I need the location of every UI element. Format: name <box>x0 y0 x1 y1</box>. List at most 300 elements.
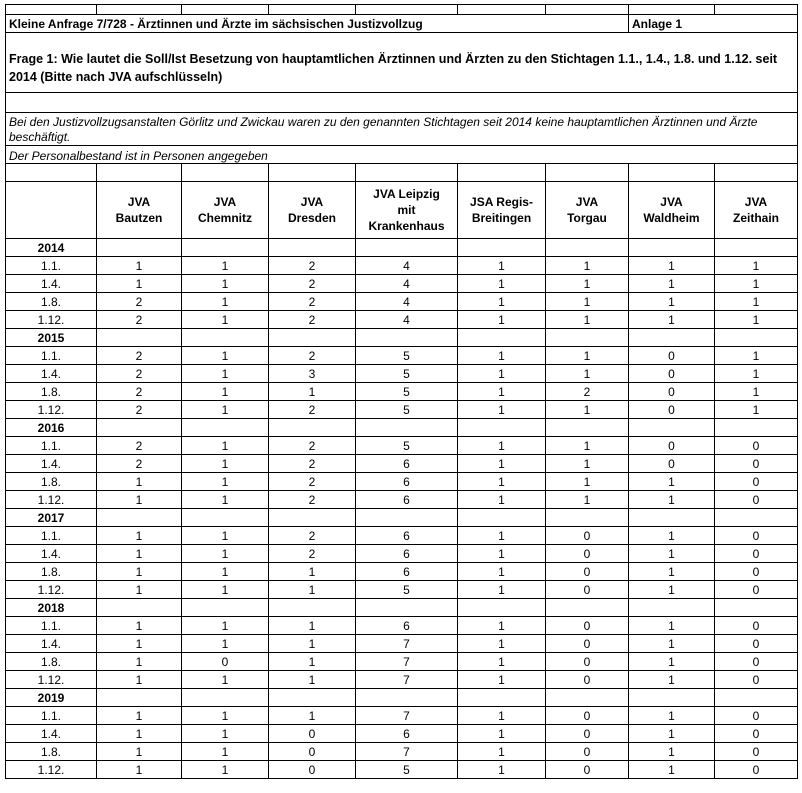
value-cell: 1 <box>715 257 798 275</box>
table-row <box>6 761 798 779</box>
date-cell: 1.8. <box>6 383 97 401</box>
value-cell: 1 <box>715 293 798 311</box>
value-cell: 1 <box>269 383 356 401</box>
note-unit: Der Personalbestand ist in Personen angegeben <box>6 146 798 164</box>
value-cell: 1 <box>715 347 798 365</box>
column-header <box>629 182 715 239</box>
empty-cell <box>182 329 269 347</box>
value-cell: 1 <box>546 401 629 419</box>
empty-cell <box>182 599 269 617</box>
value-cell: 2 <box>97 401 182 419</box>
date-cell: 1.12. <box>6 581 97 599</box>
date-cell: 1.4. <box>6 365 97 383</box>
empty-cell <box>182 419 269 437</box>
empty-cell <box>458 599 546 617</box>
value-cell: 1 <box>97 671 182 689</box>
value-cell: 2 <box>269 347 356 365</box>
value-cell: 1 <box>546 311 629 329</box>
value-cell: 1 <box>97 581 182 599</box>
column-header-line: Waldheim <box>643 211 700 225</box>
value-cell: 1 <box>629 257 715 275</box>
date-cell: 1.4. <box>6 275 97 293</box>
value-cell: 1 <box>97 473 182 491</box>
empty-cell <box>356 599 458 617</box>
date-cell: 1.12. <box>6 491 97 509</box>
value-cell: 1 <box>182 473 269 491</box>
value-cell: 1 <box>546 491 629 509</box>
empty-cell <box>182 239 269 257</box>
value-cell: 2 <box>269 293 356 311</box>
value-cell: 1 <box>97 653 182 671</box>
value-cell: 1 <box>629 563 715 581</box>
year-row <box>6 239 798 257</box>
empty-cell <box>629 239 715 257</box>
year-row <box>6 419 798 437</box>
empty-cell <box>546 239 629 257</box>
empty-cell <box>97 329 182 347</box>
value-cell: 1 <box>182 671 269 689</box>
value-cell: 1 <box>97 275 182 293</box>
question-row <box>6 33 798 93</box>
date-cell: 1.8. <box>6 653 97 671</box>
value-cell: 1 <box>458 365 546 383</box>
value-cell: 1 <box>715 383 798 401</box>
empty-cell <box>97 419 182 437</box>
column-header-line: JVA Leipzig <box>373 187 440 201</box>
column-header-line: JVA <box>213 195 237 209</box>
date-cell: 1.1. <box>6 437 97 455</box>
empty-cell <box>458 329 546 347</box>
value-cell: 2 <box>269 473 356 491</box>
value-cell: 1 <box>546 365 629 383</box>
value-cell: 1 <box>182 365 269 383</box>
value-cell: 5 <box>356 581 458 599</box>
column-header-line: JVA <box>744 195 768 209</box>
table-row <box>6 311 798 329</box>
empty-cell <box>356 689 458 707</box>
empty-cell <box>715 599 798 617</box>
empty-cell <box>546 689 629 707</box>
value-cell: 1 <box>97 635 182 653</box>
blank-row <box>6 164 798 182</box>
empty-cell <box>356 329 458 347</box>
value-cell: 1 <box>715 365 798 383</box>
value-cell: 1 <box>629 761 715 779</box>
column-header-line: JVA <box>300 195 324 209</box>
date-cell: 1.4. <box>6 725 97 743</box>
empty-cell <box>269 509 356 527</box>
date-cell: 1.4. <box>6 455 97 473</box>
column-header <box>182 182 269 239</box>
value-cell: 1 <box>269 653 356 671</box>
empty-cell <box>458 509 546 527</box>
empty-cell <box>546 329 629 347</box>
value-cell: 0 <box>715 635 798 653</box>
empty-cell <box>629 329 715 347</box>
value-cell: 1 <box>629 581 715 599</box>
value-cell: 1 <box>97 491 182 509</box>
value-cell: 0 <box>546 761 629 779</box>
value-cell: 1 <box>546 347 629 365</box>
date-cell: 1.12. <box>6 401 97 419</box>
column-header <box>546 182 629 239</box>
value-cell: 0 <box>546 653 629 671</box>
year-label: 2015 <box>6 329 97 347</box>
note-row <box>6 146 798 164</box>
value-cell: 5 <box>356 365 458 383</box>
value-cell: 1 <box>458 311 546 329</box>
year-label: 2014 <box>6 239 97 257</box>
value-cell: 1 <box>182 455 269 473</box>
value-cell: 2 <box>97 383 182 401</box>
year-label: 2018 <box>6 599 97 617</box>
value-cell: 1 <box>715 401 798 419</box>
value-cell: 5 <box>356 347 458 365</box>
table-row <box>6 437 798 455</box>
value-cell: 2 <box>97 455 182 473</box>
value-cell: 1 <box>458 293 546 311</box>
empty-cell <box>97 509 182 527</box>
value-cell: 0 <box>269 725 356 743</box>
value-cell: 0 <box>715 725 798 743</box>
table-row <box>6 527 798 545</box>
table-row <box>6 293 798 311</box>
value-cell: 1 <box>97 761 182 779</box>
value-cell: 1 <box>629 635 715 653</box>
column-header-line: Zeithain <box>732 211 779 225</box>
value-cell: 1 <box>182 635 269 653</box>
empty-cell <box>269 419 356 437</box>
value-cell: 0 <box>715 707 798 725</box>
value-cell: 1 <box>629 311 715 329</box>
value-cell: 6 <box>356 617 458 635</box>
value-cell: 1 <box>546 275 629 293</box>
empty-cell <box>269 239 356 257</box>
value-cell: 2 <box>97 293 182 311</box>
note-no-physicians: Bei den Justizvollzugsanstalten Görlitz und Zwickau waren zu den genannten Stichtagen seit 2014 keine hauptamtlichen Ärztinnen und Ärzte beschäftigt. <box>6 113 798 146</box>
value-cell: 1 <box>97 707 182 725</box>
value-cell: 1 <box>458 473 546 491</box>
value-cell: 0 <box>546 563 629 581</box>
year-label: 2016 <box>6 419 97 437</box>
value-cell: 0 <box>269 743 356 761</box>
value-cell: 7 <box>356 653 458 671</box>
table-row <box>6 671 798 689</box>
value-cell: 1 <box>182 311 269 329</box>
value-cell: 1 <box>458 635 546 653</box>
column-header-line: JVA <box>127 195 151 209</box>
empty-cell <box>629 599 715 617</box>
value-cell: 0 <box>715 653 798 671</box>
value-cell: 1 <box>269 707 356 725</box>
table-row <box>6 455 798 473</box>
value-cell: 0 <box>546 545 629 563</box>
document-title: Kleine Anfrage 7/728 - Ärztinnen und Ärzte im sächsischen Justizvollzug <box>6 15 629 33</box>
value-cell: 0 <box>546 725 629 743</box>
value-cell: 5 <box>356 761 458 779</box>
table-row <box>6 707 798 725</box>
value-cell: 4 <box>356 293 458 311</box>
value-cell: 1 <box>458 671 546 689</box>
empty-cell <box>458 689 546 707</box>
value-cell: 0 <box>629 401 715 419</box>
empty-cell <box>356 419 458 437</box>
empty-cell <box>546 509 629 527</box>
table-row <box>6 617 798 635</box>
table-row <box>6 725 798 743</box>
value-cell: 7 <box>356 743 458 761</box>
empty-cell <box>546 419 629 437</box>
value-cell: 1 <box>182 527 269 545</box>
value-cell: 1 <box>182 545 269 563</box>
value-cell: 1 <box>269 635 356 653</box>
column-header <box>356 182 458 239</box>
date-cell: 1.4. <box>6 635 97 653</box>
empty-cell <box>269 689 356 707</box>
value-cell: 2 <box>269 527 356 545</box>
value-cell: 0 <box>546 581 629 599</box>
value-cell: 1 <box>97 257 182 275</box>
table-row <box>6 635 798 653</box>
empty-cell <box>715 689 798 707</box>
value-cell: 1 <box>458 437 546 455</box>
column-header-line: JVA <box>660 195 683 209</box>
value-cell: 1 <box>458 257 546 275</box>
table-row <box>6 383 798 401</box>
value-cell: 1 <box>629 707 715 725</box>
value-cell: 2 <box>97 437 182 455</box>
empty-cell <box>458 419 546 437</box>
value-cell: 1 <box>629 545 715 563</box>
blank-row <box>6 93 798 113</box>
year-label: 2019 <box>6 689 97 707</box>
value-cell: 2 <box>269 257 356 275</box>
value-cell: 0 <box>715 545 798 563</box>
column-header-line: Dresden <box>287 211 337 225</box>
value-cell: 1 <box>97 545 182 563</box>
value-cell: 2 <box>546 383 629 401</box>
value-cell: 0 <box>629 455 715 473</box>
value-cell: 0 <box>715 527 798 545</box>
date-cell: 1.12. <box>6 311 97 329</box>
value-cell: 1 <box>182 383 269 401</box>
value-cell: 1 <box>546 473 629 491</box>
value-cell: 1 <box>458 455 546 473</box>
value-cell: 0 <box>629 347 715 365</box>
value-cell: 0 <box>715 581 798 599</box>
value-cell: 1 <box>269 617 356 635</box>
value-cell: 0 <box>546 707 629 725</box>
value-cell: 1 <box>458 545 546 563</box>
value-cell: 0 <box>269 761 356 779</box>
value-cell: 0 <box>715 491 798 509</box>
value-cell: 0 <box>629 383 715 401</box>
year-row <box>6 329 798 347</box>
value-cell: 1 <box>715 275 798 293</box>
value-cell: 7 <box>356 707 458 725</box>
value-cell: 2 <box>269 437 356 455</box>
value-cell: 0 <box>546 743 629 761</box>
table-row <box>6 365 798 383</box>
column-header <box>97 182 182 239</box>
empty-cell <box>97 599 182 617</box>
value-cell: 6 <box>356 473 458 491</box>
value-cell: 1 <box>97 563 182 581</box>
value-cell: 6 <box>356 725 458 743</box>
date-cell: 1.12. <box>6 671 97 689</box>
value-cell: 1 <box>182 707 269 725</box>
empty-cell <box>715 419 798 437</box>
empty-cell <box>629 689 715 707</box>
value-cell: 6 <box>356 545 458 563</box>
value-cell: 0 <box>182 653 269 671</box>
column-header-line: Torgau <box>567 211 607 225</box>
value-cell: 1 <box>458 383 546 401</box>
value-cell: 2 <box>269 275 356 293</box>
value-cell: 1 <box>458 743 546 761</box>
value-cell: 5 <box>356 383 458 401</box>
value-cell: 1 <box>182 617 269 635</box>
empty-cell <box>546 599 629 617</box>
empty-cell <box>269 599 356 617</box>
empty-cell <box>269 329 356 347</box>
value-cell: 1 <box>458 761 546 779</box>
year-row <box>6 599 798 617</box>
value-cell: 0 <box>715 563 798 581</box>
table-row <box>6 401 798 419</box>
value-cell: 2 <box>269 311 356 329</box>
empty-cell <box>182 689 269 707</box>
empty-cell <box>182 509 269 527</box>
value-cell: 1 <box>182 437 269 455</box>
value-cell: 0 <box>546 617 629 635</box>
value-cell: 1 <box>97 743 182 761</box>
value-cell: 1 <box>458 581 546 599</box>
value-cell: 1 <box>97 527 182 545</box>
value-cell: 1 <box>182 761 269 779</box>
value-cell: 1 <box>182 581 269 599</box>
date-cell: 1.4. <box>6 545 97 563</box>
value-cell: 7 <box>356 671 458 689</box>
value-cell: 0 <box>715 761 798 779</box>
date-cell: 1.8. <box>6 293 97 311</box>
value-cell: 1 <box>97 725 182 743</box>
date-cell: 1.8. <box>6 743 97 761</box>
value-cell: 0 <box>715 455 798 473</box>
value-cell: 1 <box>629 293 715 311</box>
empty-cell <box>629 509 715 527</box>
column-header-line: JVA <box>575 195 599 209</box>
value-cell: 0 <box>629 437 715 455</box>
table-row <box>6 275 798 293</box>
column-header-line: Bautzen <box>115 211 163 225</box>
header-empty <box>6 182 97 239</box>
title-row <box>6 15 798 33</box>
value-cell: 0 <box>715 473 798 491</box>
empty-cell <box>629 419 715 437</box>
year-label: 2017 <box>6 509 97 527</box>
value-cell: 1 <box>269 563 356 581</box>
empty-cell <box>97 239 182 257</box>
value-cell: 1 <box>182 563 269 581</box>
column-header-line: Chemnitz <box>198 211 252 225</box>
value-cell: 1 <box>458 347 546 365</box>
table-row <box>6 563 798 581</box>
value-cell: 0 <box>546 527 629 545</box>
value-cell: 1 <box>182 743 269 761</box>
appendix-label: Anlage 1 <box>629 15 798 33</box>
column-header <box>269 182 356 239</box>
value-cell: 4 <box>356 311 458 329</box>
value-cell: 1 <box>458 725 546 743</box>
value-cell: 5 <box>356 401 458 419</box>
value-cell: 1 <box>182 347 269 365</box>
value-cell: 1 <box>458 527 546 545</box>
value-cell: 2 <box>269 455 356 473</box>
empty-cell <box>356 239 458 257</box>
table-row <box>6 545 798 563</box>
value-cell: 5 <box>356 437 458 455</box>
staffing-table <box>5 4 798 779</box>
date-cell: 1.1. <box>6 527 97 545</box>
year-row <box>6 689 798 707</box>
value-cell: 1 <box>546 455 629 473</box>
date-cell: 1.1. <box>6 617 97 635</box>
value-cell: 6 <box>356 491 458 509</box>
value-cell: 2 <box>269 491 356 509</box>
value-cell: 1 <box>97 617 182 635</box>
value-cell: 1 <box>269 581 356 599</box>
value-cell: 1 <box>629 473 715 491</box>
value-cell: 0 <box>715 671 798 689</box>
value-cell: 0 <box>546 635 629 653</box>
value-cell: 6 <box>356 563 458 581</box>
year-row <box>6 509 798 527</box>
value-cell: 1 <box>629 653 715 671</box>
value-cell: 4 <box>356 257 458 275</box>
value-cell: 1 <box>546 437 629 455</box>
table-row <box>6 653 798 671</box>
value-cell: 1 <box>629 527 715 545</box>
empty-cell <box>715 239 798 257</box>
value-cell: 1 <box>458 563 546 581</box>
value-cell: 0 <box>629 365 715 383</box>
column-header <box>458 182 546 239</box>
table-row <box>6 473 798 491</box>
column-header-row <box>6 182 798 239</box>
value-cell: 1 <box>182 401 269 419</box>
value-cell: 0 <box>715 617 798 635</box>
value-cell: 1 <box>629 275 715 293</box>
empty-cell <box>97 689 182 707</box>
value-cell: 0 <box>715 743 798 761</box>
value-cell: 1 <box>182 257 269 275</box>
date-cell: 1.8. <box>6 473 97 491</box>
table-row <box>6 743 798 761</box>
value-cell: 1 <box>546 293 629 311</box>
value-cell: 6 <box>356 527 458 545</box>
column-header-line: JSA Regis- <box>470 195 533 209</box>
note-row <box>6 113 798 146</box>
value-cell: 6 <box>356 455 458 473</box>
value-cell: 4 <box>356 275 458 293</box>
column-header-line: mit <box>397 203 416 217</box>
question-text: Frage 1: Wie lautet die Soll/Ist Besetzung von hauptamtlichen Ärztinnen und Ärzten zu den Stichtagen 1.1., 1.4., 1.8. und 1.12. seit 2014 (Bitte nach JVA aufschlüsseln) <box>6 33 798 93</box>
blank-row <box>6 5 798 15</box>
value-cell: 1 <box>629 491 715 509</box>
column-header <box>715 182 798 239</box>
value-cell: 7 <box>356 635 458 653</box>
